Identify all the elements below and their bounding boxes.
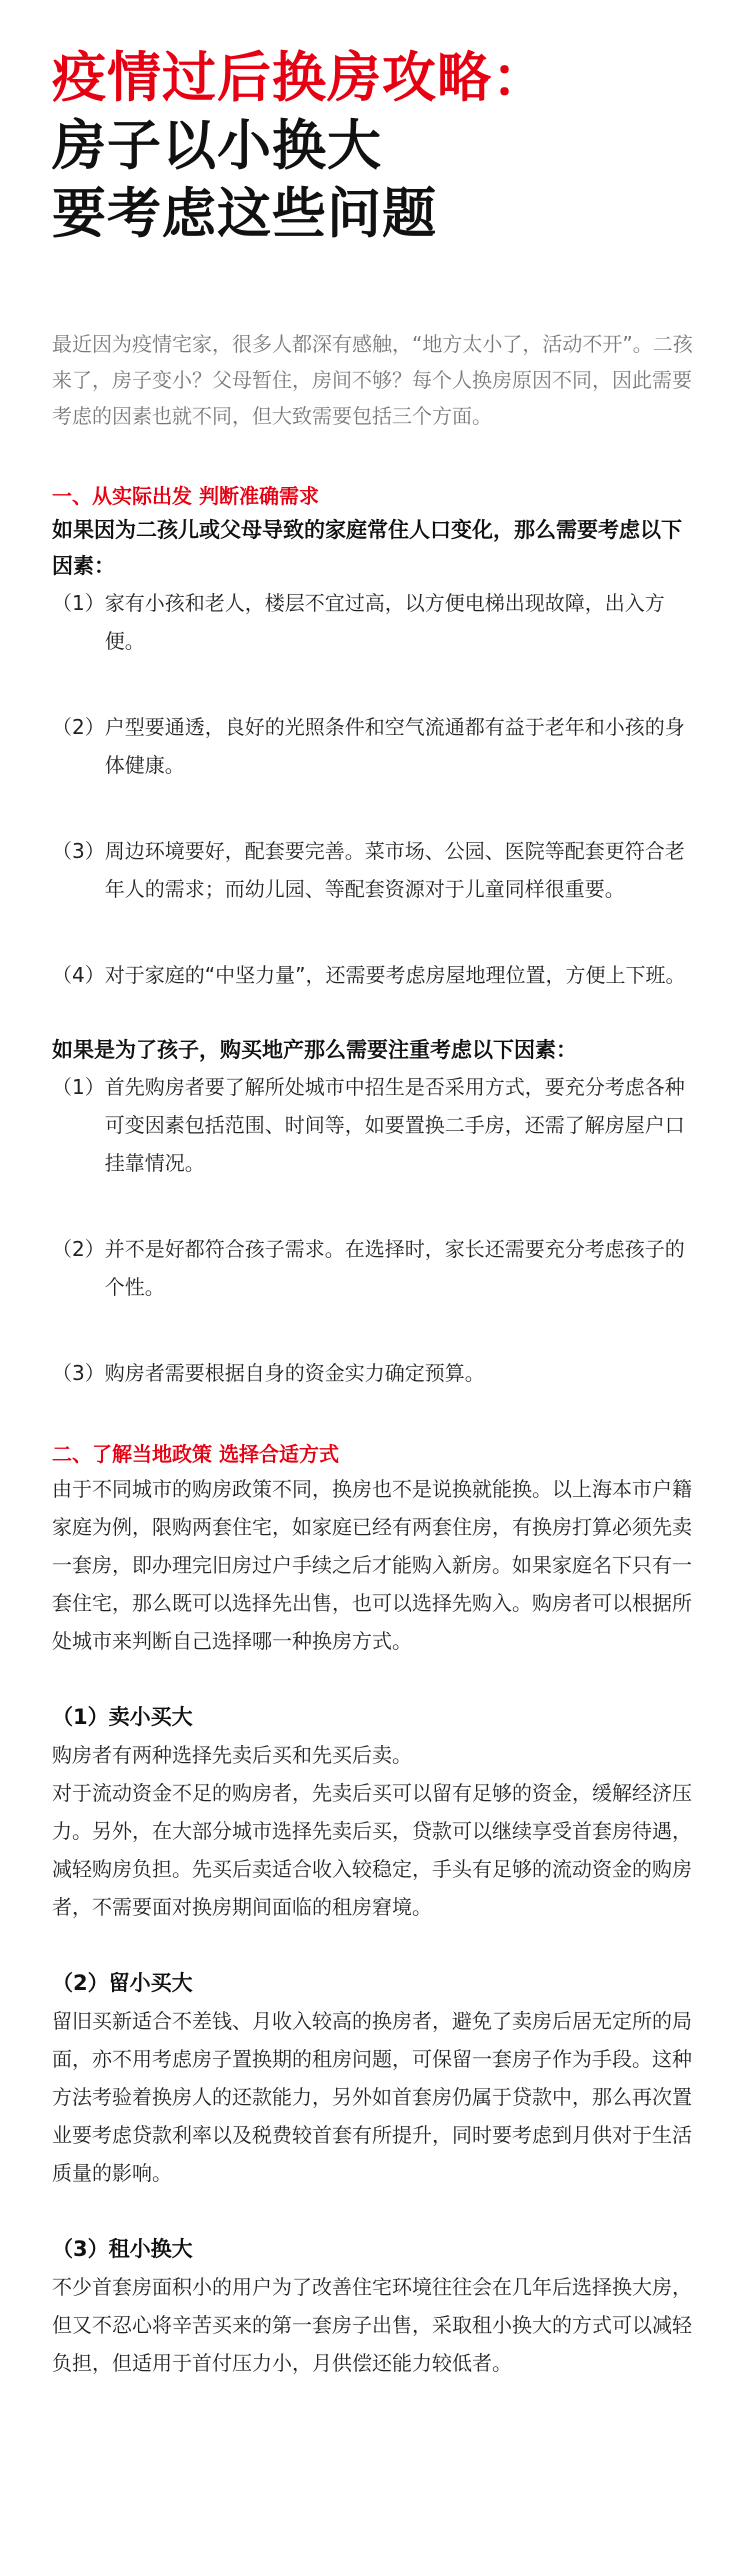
list-item xyxy=(52,832,698,908)
list-item-number: （1） xyxy=(52,591,105,615)
list-item xyxy=(52,1354,698,1392)
way-2-paragraph: 留旧买新适合不差钱、月收入较高的换房者，避免了卖房后居无定所的局面，亦不用考虑房子置换期的租房问题，可保留一套房子作为手段。这种方法考验着换房人的还款能力，另外如首套房仍属于贷款中，那么再次置业要考虑贷款利率以及税费较首套有所提升，同时要考虑到月供对于生活质量的影响。 xyxy=(52,2009,692,2185)
list-item-text: 首先购房者要了解所处城市中招生是否采用方式，要充分考虑各种可变因素包括范围、时间等，如要置换二手房，还需了解房屋户口挂靠情况。 xyxy=(104,1075,685,1175)
article-title xyxy=(52,0,698,248)
section-1-group-1-lead: 如果因为二孩儿或父母导致的家庭常住人口变化，那么需要考虑以下因素： xyxy=(52,518,682,578)
way-1-title: （1）卖小买大 xyxy=(52,1705,193,1729)
way-3-paragraph: 不少首套房面积小的用户为了改善住宅环境往往会在几年后选择换大房，但又不忍心将辛苦买来的第一套房子出售，采取租小换大的方式可以减轻负担，但适用于首付压力小，月供偿还能力较低者。 xyxy=(52,2275,692,2375)
list-item xyxy=(52,956,698,994)
list-item-text: 对于家庭的“中坚力量”，还需要考虑房屋地理位置，方便上下班。 xyxy=(104,963,686,987)
list-item xyxy=(52,1230,698,1306)
section-1-group-2-lead: 如果是为了孩子，购买地产那么需要注重考虑以下因素： xyxy=(52,1038,577,1062)
section-2-lead: 由于不同城市的购房政策不同，换房也不是说换就能换。以上海本市户籍家庭为例，限购两套住宅，如家庭已经有两套住房，有换房打算必须先卖一套房，即办理完旧房过户手续之后才能购入新房。如果家庭名下只有一套住宅，那么既可以选择先出售，也可以选择先购入。购房者可以根据所处城市来判断自己选择哪一种换房方式。 xyxy=(52,1477,692,1653)
title-line-1: 疫情过后换房攻略： xyxy=(52,46,547,109)
list-item xyxy=(52,708,698,784)
way-1-paragraph: 对于流动资金不足的购房者，先卖后买可以留有足够的资金，缓解经济压力。另外，在大部分城市选择先卖后买，贷款可以继续享受首套房待遇，减轻购房负担。先买后卖适合收入较稳定，手头有足够的流动资金的购房者，不需要面对换房期间面临的租房窘境。 xyxy=(52,1781,692,1919)
section-2-heading: 二、了解当地政策 选择合适方式 xyxy=(52,1442,339,1466)
section-1-heading: 一、从实际出发 判断准确需求 xyxy=(52,484,319,508)
way-3-title: （3）租小换大 xyxy=(52,2237,193,2261)
list-item-number: （2） xyxy=(52,1237,105,1261)
list-item-number: （2） xyxy=(52,715,105,739)
list-item-text: 周边环境要好，配套要完善。菜市场、公园、医院等配套更符合老年人的需求；而幼儿园、等配套资源对于儿童同样很重要。 xyxy=(104,839,685,901)
list-item-number: （1） xyxy=(52,1075,105,1099)
list-item-number: （3） xyxy=(52,839,105,863)
list-item-text: 购房者需要根据自身的资金实力确定预算。 xyxy=(104,1361,485,1385)
intro-paragraph: 最近因为疫情宅家，很多人都深有感触，“地方太小了，活动不开”。二孩来了，房子变小？父母暂住，房间不够？每个人换房原因不同，因此需要考虑的因素也就不同，但大致需要包括三个方面。 xyxy=(52,332,693,428)
way-1-paragraph: 购房者有两种选择先卖后买和先买后卖。 xyxy=(52,1743,412,1767)
list-item xyxy=(52,584,698,660)
section-2 xyxy=(52,1438,698,2382)
section-1 xyxy=(52,480,698,1392)
list-item-text: 家有小孩和老人，楼层不宜过高，以方便电梯出现故障，出入方便。 xyxy=(104,591,665,653)
list-item-text: 并不是好都符合孩子需求。在选择时，家长还需要充分考虑孩子的个性。 xyxy=(104,1237,685,1299)
way-2-title: （2）留小买大 xyxy=(52,1971,193,1995)
title-line-3: 要考虑这些问题 xyxy=(52,182,437,245)
list-item xyxy=(52,1068,698,1182)
list-item-number: （3） xyxy=(52,1361,105,1385)
title-line-2: 房子以小换大 xyxy=(52,114,382,177)
list-item-text: 户型要通透，良好的光照条件和空气流通都有益于老年和小孩的身体健康。 xyxy=(104,715,685,777)
list-item-number: （4） xyxy=(52,963,105,987)
